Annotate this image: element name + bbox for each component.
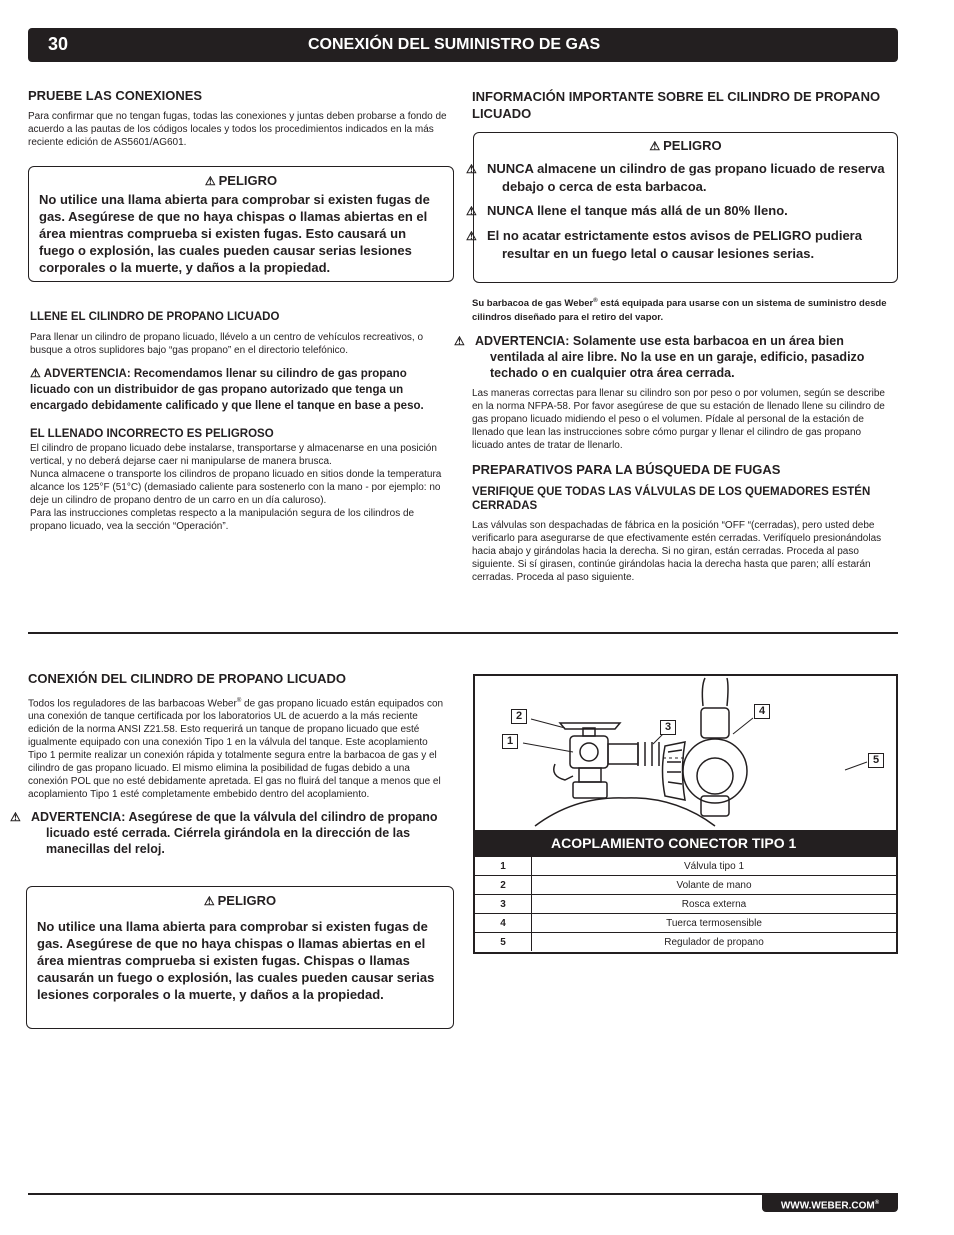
danger-item: ⚠ El no acatar estrictamente estos avisos de PELIGRO pudiera resultar en un fuego letal o causar lesiones serias. [466, 228, 862, 261]
section-heading: PREPARATIVOS PARA LA BÚSQUEDA DE FUGAS [472, 462, 781, 478]
section-heading: INFORMACIÓN IMPORTANTE SOBRE EL CILINDRO DE PROPANO LICUADO [472, 89, 881, 121]
section-heading: EL LLENADO INCORRECTO ES PELIGROSO [30, 428, 274, 440]
callout-1: 1 [502, 734, 518, 749]
propane-info-section [472, 88, 892, 122]
connect-cylinder-section [10, 671, 448, 857]
warning-label: ADVERTENCIA: [43, 368, 131, 380]
test-connections-section [28, 88, 456, 149]
warning-triangle-icon: ⚠ [204, 174, 216, 188]
table-row: 3 Rosca externa [475, 895, 896, 914]
danger-title: PELIGRO [217, 893, 277, 908]
warning-triangle-icon: ⚠ [649, 139, 661, 153]
danger-item: ⚠ NUNCA llene el tanque más allá de un 80% lleno. [466, 203, 788, 218]
ventilation-warning: ⚠ ADVERTENCIA: Solamente use esta barbacoa en un área bien ventilada al aire libre. No la use en un garaje, edificio, pasadizo techado o en cualquier otra área cerrada. [454, 334, 865, 381]
vapor-info-section [454, 294, 892, 584]
section-heading: CONEXIÓN DEL CILINDRO DE PROPANO LICUADO [28, 671, 347, 686]
danger-box [28, 166, 454, 282]
figure-title-bar [475, 830, 896, 856]
danger-item: ⚠ NUNCA almacene un cilindro de gas propano licuado de reserva debajo o cerca de esta barbacoa. [466, 161, 885, 194]
table-row: 1 Válvula tipo 1 [475, 857, 896, 876]
footer-url[interactable]: WWW.WEBER.COM® [762, 1194, 898, 1212]
paragraph: Las válvulas son despachadas de fábrica en la posición “OFF “(cerradas), pero usted debe verificarlo para asegurarse de que efectivamente estén cerradas. Verifíquelo presionándolas hacia abajo y girándolas hacia la derecha. Si no giran, están cerradas. Proceda al paso siguiente. Si sí girasen, continúe girándolas hacia la derecha hasta que paren; allí estarán cerradas. Proceda al paso siguiente. [472, 520, 882, 584]
section-heading: PRUEBE LAS CONEXIONES [28, 88, 203, 103]
section-divider [28, 632, 898, 634]
table-row: 2 Volante de mano [475, 876, 896, 895]
table-row: 4 Tuerca termosensible [475, 914, 896, 933]
page-header [28, 28, 898, 62]
callout-5: 5 [868, 753, 884, 768]
coupling-figure [473, 674, 898, 954]
figure-title: ACOPLAMIENTO CONECTOR TIPO 1 [551, 835, 797, 851]
section-heading: LLENE EL CILINDRO DE PROPANO LICUADO [30, 311, 280, 323]
callout-4: 4 [754, 704, 770, 719]
paragraph: Para las instrucciones completas respecto a la manipulación segura de los cilindros de propano licuado, vea la sección “Operación”. [30, 508, 415, 532]
callout-3: 3 [660, 720, 676, 735]
paragraph: Nunca almacene o transporte los cilindros de propano licuado en sitios donde la temperatura alcance los 125°F (51°C) (demasiado caliente para sostenerlo con la mano - por ejemplo: no deje un cilindro de propano dentro de un carro en un día caluroso). [30, 469, 442, 506]
table-row: 5 Regulador de propano [475, 933, 896, 952]
sub-heading: VERIFIQUE QUE TODAS LAS VÁLVULAS DE LOS QUEMADORES ESTÉN CERRADAS [472, 486, 871, 513]
fill-cylinder-section [30, 311, 450, 533]
warning-triangle-icon: ⚠ [30, 366, 41, 380]
equipped-note: Su barbacoa de gas Weber® está equipada para usarse con un sistema de suministro desde cilindros diseñado para el retiro del vapor. [472, 298, 887, 324]
coupling-illustration [475, 676, 896, 830]
danger-box [466, 132, 898, 283]
danger-title: PELIGRO [218, 173, 278, 188]
warning-text: Recomendamos llenar su cilindro de gas propano licuado con un distribuidor de gas propano autorizado que tenga un encargado debidamente calificado y que llene el tanque en base a peso. [30, 368, 424, 412]
page-title: CONEXIÓN DEL SUMINISTRO DE GAS [308, 36, 601, 53]
warning-triangle-icon: ⚠ [203, 894, 215, 908]
paragraph: Las maneras correctas para llenar su cilindro son por peso o por volumen, según se describe en la norma NFPA-58. Por favor asegúrese de que su estación de llenado llene su cilindro de gas propano licuado midiendo el peso o el volumen. Pídale al personal de la estación de llenado que lean las instrucciones sobre cómo purgar y llenar el cilindro de gas propano licuado antes de tratar de llenarlo. [472, 388, 885, 452]
parts-table [475, 856, 896, 951]
page-number: 30 [48, 34, 69, 54]
paragraph: Todos los reguladores de las barbacoas Weber® de gas propano licuado están equipados con una conexión de tanque certificada por los laboratorios UL de acuerdo a la más reciente edición de la norma ANSI Z21.58. Esto requerirá un tanque de propano licuado que esté igualmente equipado con una conexión Tipo 1 en la válvula del tanque. Este acoplamiento Tipo 1 permite realizar un conexión rápida y totalmente segura entre la barbacoa de gas y el cilindro de gas propano licuado. El mismo elimina la posibilidad de fugas debido a una conexión POL que no esté debidamente apretada. El gas no fluirá del tanque a menos que el acoplamiento Tipo 1 esté completamente embebido dentro del acoplamiento. [28, 698, 444, 801]
danger-text: No utilice una llama abierta para comprobar si existen fugas de gas. Asegúrese de que no haya chispas o llamas abiertas en el área mientras comprueba si existen fugas. Esto causará un fuego o explosión, las cuales pueden causar serias lesiones corporales o la muerte, y daños a la propiedad. [39, 192, 430, 275]
paragraph: El cilindro de propano licuado debe instalarse, transportarse y almacenarse en una posición vertical, y no deberá dejarse caer ni manipularse de manera brusca. [30, 443, 437, 467]
callout-2: 2 [511, 709, 527, 724]
valve-warning: ⚠ ADVERTENCIA: Asegúrese de que la válvula del cilindro de propano licuado esté cerrada. Ciérrela girándola en la dirección de las manecillas del reloj. [10, 810, 438, 857]
danger-text: No utilice una llama abierta para comprobar si existen fugas de gas. Asegúrese de que no haya chispas o llamas abiertas en el área mientras comprueba si existen fugas. Chispas o llamas causarán un fuego o explosión, las cuales pueden causar serias lesiones corporales o la muerte, y daños a la propiedad. [37, 919, 435, 1002]
paragraph: Para llenar un cilindro de propano licuado, llévelo a un centro de vehículos recreativos, o busque a otros suplidores bajo “gas propano” en el directorio telefónico. [30, 332, 424, 356]
danger-title: PELIGRO [663, 138, 722, 153]
paragraph: Para confirmar que no tengan fugas, todas las conexiones y juntas deben probarse a fondo de acuerdo a las pautas de los códigos locales y todos los procedimientos indicados en la más reciente edición de AS5601/AG601. [28, 111, 447, 148]
fill-warning [30, 365, 450, 414]
danger-box [26, 886, 454, 1029]
